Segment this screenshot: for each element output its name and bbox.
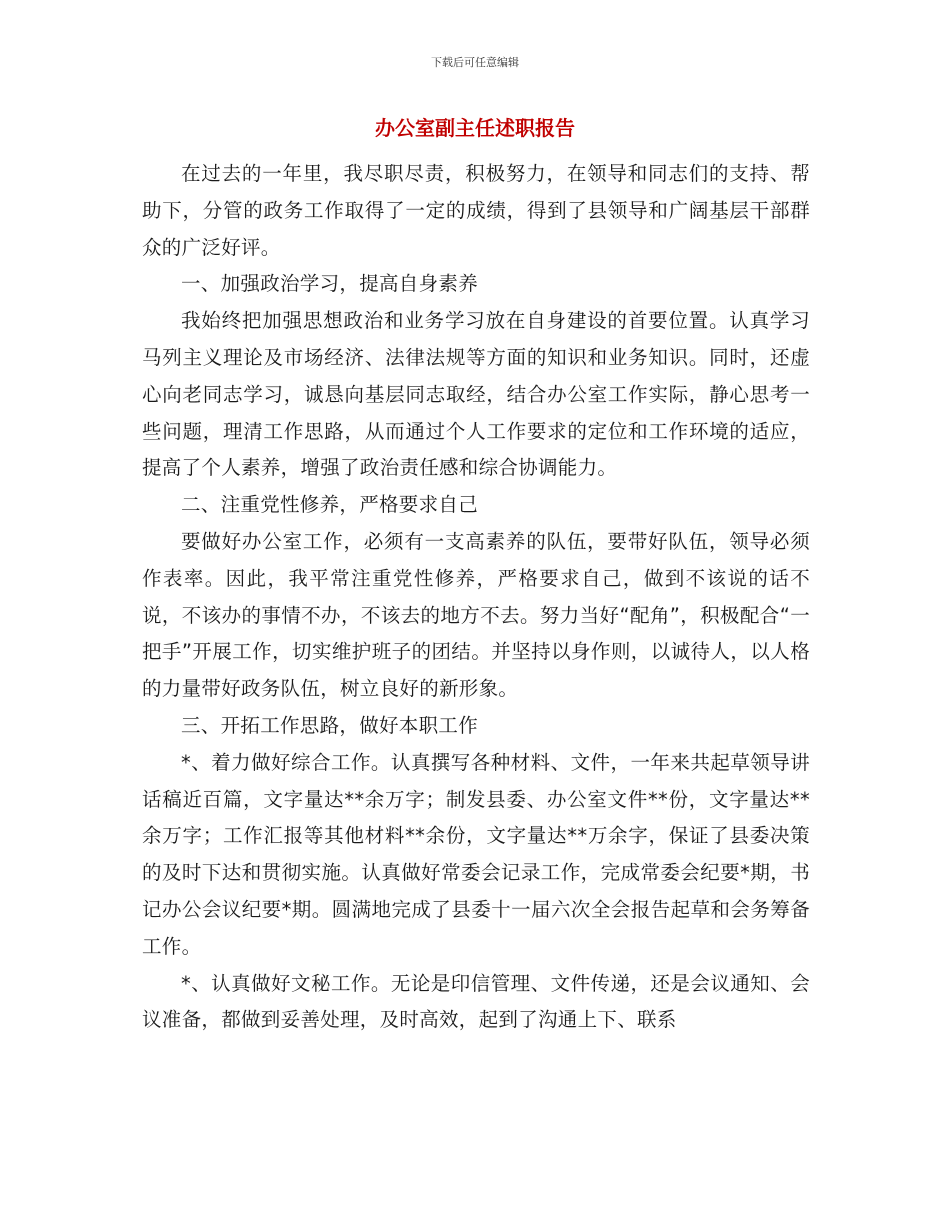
document-body: [142, 156, 810, 1039]
section-heading-2: 二、注重党性修养，严格要求自己: [181, 493, 479, 517]
paragraph-section-3-item-2: *、认真做好文秘工作。无论是印信管理、文件传递，还是会议通知、会议准备，都做到妥善处理，及时高效，起到了沟通上下、联系: [142, 971, 810, 1032]
section-heading-1: 一、加强政治学习，提高自身素养: [181, 272, 479, 296]
paragraph-section-3-item-1: *、着力做好综合工作。认真撰写各种材料、文件，一年来共起草领导讲话稿近百篇，文字量达**余万字；制发县委、办公室文件**份，文字量达**余万字；工作汇报等其他材料**余份，文字量达**万余字，保证了县委决策的及时下达和贯彻实施。认真做好常委会记录工作，完成常委会纪要*期，书记办公会议纪要*期。圆满地完成了县委十一届六次全会报告起草和会务筹备工作。: [142, 750, 810, 958]
paragraph-section-1: 我始终把加强思想政治和业务学习放在自身建设的首要位置。认真学习马列主义理论及市场经济、法律法规等方面的知识和业务知识。同时，还虚心向老同志学习，诚恳向基层同志取经，结合办公室工作实际，静心思考一些问题，理清工作思路，从而通过个人工作要求的定位和工作环境的适应，提高了个人素养，增强了政治责任感和综合协调能力。: [142, 309, 810, 480]
paragraph-section-2: 要做好办公室工作，必须有一支高素养的队伍，要带好队伍，领导必须作表率。因此，我平常注重党性修养，严格要求自己，做到不该说的话不说，不该办的事情不办，不该去的地方不去。努力当好“配角”，积极配合“一把手”开展工作，切实维护班子的团结。并坚持以身作则，以诚待人，以人格的力量带好政务队伍，树立良好的新形象。: [142, 529, 810, 701]
paragraph-intro: 在过去的一年里，我尽职尽责，积极努力，在领导和同志们的支持、帮助下，分管的政务工作取得了一定的成绩，得到了县领导和广阔基层干部群众的广泛好评。: [142, 162, 810, 259]
document-title: 办公室副主任述职报告: [375, 116, 575, 140]
page-header-note: 下载后可任意编辑: [431, 56, 519, 69]
section-heading-3: 三、开拓工作思路，做好本职工作: [181, 713, 479, 737]
